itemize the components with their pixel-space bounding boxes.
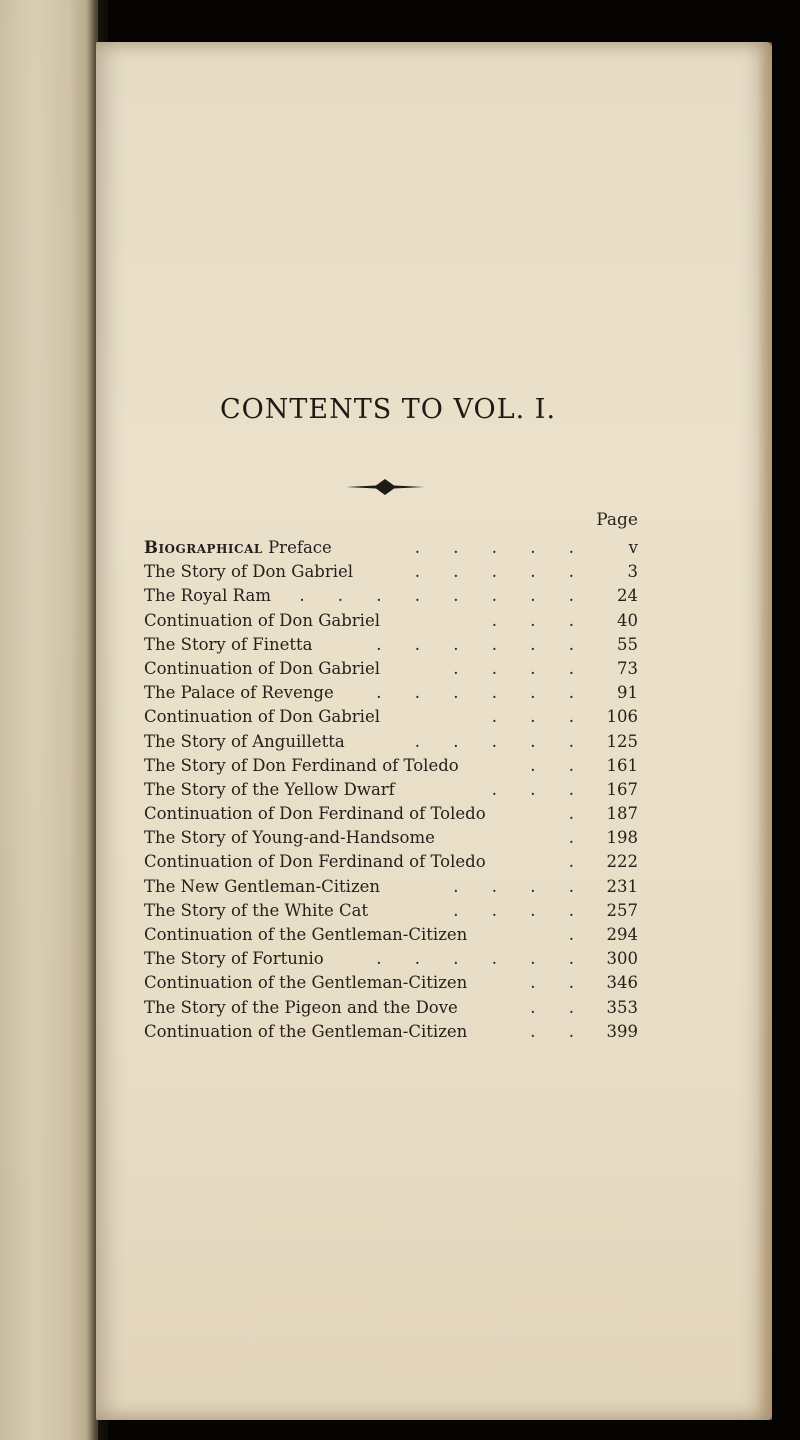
toc-entry-page-number: 161 (606, 755, 638, 775)
toc-entry (144, 826, 638, 850)
toc-entry (144, 899, 638, 923)
toc-entry-page-number: 294 (606, 925, 638, 944)
toc-leader-dots: . . . (491, 610, 588, 630)
toc-entry (144, 584, 638, 608)
toc-entry-title (144, 584, 271, 608)
toc-entry-page-number: 257 (606, 900, 638, 920)
toc-entry (144, 971, 638, 995)
toc-entry (144, 850, 638, 874)
toc-entry-page-number: 73 (617, 658, 638, 678)
toc-leader-dots: . . (530, 973, 588, 993)
toc-entry-title (144, 778, 395, 802)
toc-entry-title-text: Preface (268, 538, 332, 557)
toc-entry (144, 536, 638, 560)
toc-entry-title-text: The Story of the Yellow Dwarf (144, 779, 395, 799)
toc-entry (144, 996, 638, 1020)
toc-leader-dots: . . (530, 997, 588, 1017)
toc-entry-title-text: The Story of Don Gabriel (144, 562, 354, 582)
toc-leader-dots: . (568, 925, 588, 944)
toc-entry-title-text: Continuation of Don Ferdinand of Toledo (144, 852, 486, 872)
toc-entry-title (144, 802, 486, 826)
toc-entry-title-text: Continuation of the Gentleman-Citizen (144, 1021, 468, 1041)
toc-entry-title-text: The Story of Fortunio (144, 949, 324, 969)
toc-entry-page-number: 231 (606, 876, 638, 896)
toc-entry (144, 730, 638, 754)
toc-entry-title (144, 947, 324, 971)
page-column-label: Page (596, 510, 638, 530)
toc-leader-dots: . . . (491, 707, 588, 727)
toc-leader-dots: . . . . . . . . (299, 586, 588, 606)
toc-entry-title-text: Continuation of Don Gabriel (144, 610, 381, 630)
toc-entry-title-text: The Story of Anguilletta (144, 731, 345, 751)
toc-leader-dots: . . . . . . (376, 949, 588, 969)
toc-entry-title-text: The Story of Young-and-Handsome (144, 828, 435, 848)
table-of-contents (144, 536, 638, 1044)
toc-entry (144, 923, 638, 947)
toc-entry (144, 802, 638, 826)
page-title: CONTENTS TO VOL. I. (219, 394, 557, 425)
contents-page (96, 42, 772, 1420)
toc-entry (144, 1020, 638, 1044)
toc-leader-dots: . (568, 852, 588, 872)
toc-entry-page-number: 24 (617, 586, 638, 606)
toc-entry-title (144, 633, 312, 657)
toc-entry-title-text: Continuation of the Gentleman-Citizen (144, 973, 468, 993)
toc-entry-title (144, 971, 467, 995)
toc-entry-title (144, 754, 459, 778)
toc-entry-page-number: 198 (606, 828, 638, 848)
toc-entry-page-number: 300 (606, 949, 638, 969)
toc-entry-title (144, 560, 353, 584)
toc-leader-dots: . . . . . (414, 562, 588, 582)
toc-leader-dots: . . (530, 755, 588, 775)
toc-entry-title-text: Continuation of Don Gabriel (144, 658, 381, 678)
toc-entry-page-number: 222 (606, 852, 638, 872)
toc-entry-page-number: 167 (606, 779, 638, 799)
toc-entry (144, 778, 638, 802)
toc-entry-page-number: 346 (606, 973, 638, 993)
toc-entry-title (144, 899, 368, 923)
toc-entry (144, 705, 638, 729)
toc-entry-title-text: Continuation of Don Gabriel (144, 707, 381, 727)
toc-entry-title (144, 730, 345, 754)
toc-entry-title-text: The Royal Ram (144, 586, 271, 606)
toc-entry-page-number: 106 (606, 707, 638, 727)
toc-entry-title (144, 609, 380, 633)
toc-entry-title (144, 923, 467, 947)
toc-entry-title-text: The Palace of Revenge (144, 683, 334, 703)
toc-entry-title (144, 657, 380, 681)
toc-entry-title-text: The Story of the White Cat (144, 900, 369, 920)
facing-page-edge (0, 0, 98, 1440)
toc-entry-page-number: 399 (606, 1021, 638, 1041)
toc-entry-page-number: v (628, 538, 638, 557)
toc-entry (144, 875, 638, 899)
toc-entry (144, 947, 638, 971)
toc-entry-title-smallcaps: Biographical (144, 538, 263, 557)
toc-entry-title-text: The Story of Finetta (144, 634, 313, 654)
toc-leader-dots: . . . . (453, 658, 588, 678)
toc-entry (144, 633, 638, 657)
toc-entry-page-number: 187 (606, 804, 638, 824)
toc-leader-dots: . (568, 828, 588, 848)
toc-entry-page-number: 55 (617, 634, 638, 654)
toc-entry (144, 560, 638, 584)
toc-leader-dots: . . . . . (414, 731, 588, 751)
toc-entry (144, 754, 638, 778)
toc-entry (144, 657, 638, 681)
toc-leader-dots: . . . . (453, 900, 588, 920)
decorative-rule-icon (346, 478, 424, 496)
toc-entry-title (144, 1020, 467, 1044)
toc-leader-dots: . . . . (453, 876, 588, 896)
toc-entry-title-text: The Story of Don Ferdinand of Toledo (144, 755, 459, 775)
toc-entry (144, 609, 638, 633)
toc-entry-page-number: 91 (617, 683, 638, 703)
toc-entry-page-number: 125 (606, 731, 638, 751)
toc-leader-dots: . (568, 804, 588, 824)
toc-entry (144, 681, 638, 705)
toc-entry-title (144, 705, 380, 729)
toc-leader-dots: . . . . . . (376, 634, 588, 654)
toc-entry-title (144, 875, 380, 899)
toc-leader-dots: . . . (491, 779, 588, 799)
toc-leader-dots: . . (530, 1021, 588, 1041)
toc-entry-title-text: The New Gentleman-Citizen (144, 876, 381, 896)
toc-entry-title (144, 536, 332, 560)
toc-entry-page-number: 353 (606, 997, 638, 1017)
toc-leader-dots: . . . . . . (376, 683, 588, 703)
toc-entry-page-number: 3 (627, 562, 638, 582)
toc-entry-title (144, 996, 458, 1020)
toc-entry-title (144, 681, 334, 705)
toc-entry-title-text: Continuation of Don Ferdinand of Toledo (144, 804, 486, 824)
toc-entry-title (144, 826, 435, 850)
toc-entry-page-number: 40 (617, 610, 638, 630)
toc-entry-title-text: Continuation of the Gentleman-Citizen (144, 925, 468, 944)
toc-entry-title-text: The Story of the Pigeon and the Dove (144, 997, 458, 1017)
toc-leader-dots: . . . . . (414, 538, 588, 557)
toc-entry-title (144, 850, 486, 874)
